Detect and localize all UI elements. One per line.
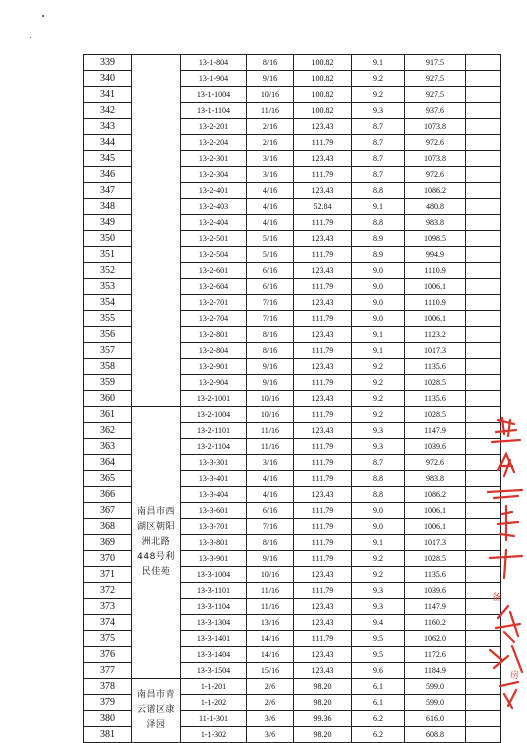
remarks-cell — [466, 231, 501, 247]
area: 111.79 — [294, 631, 352, 647]
floor: 6/16 — [247, 279, 294, 295]
area: 100.82 — [294, 55, 352, 71]
floor: 7/16 — [247, 311, 294, 327]
total-price: 927.5 — [405, 71, 466, 87]
remarks-cell — [466, 199, 501, 215]
location-cell: 南昌市西湖区朝阳洲北路448号利民佳苑 — [132, 407, 181, 679]
floor: 9/16 — [247, 71, 294, 87]
total-price: 1110.9 — [405, 295, 466, 311]
row-number: 369 — [84, 535, 132, 551]
unit-number: 13-3-901 — [181, 551, 247, 567]
floor: 6/16 — [247, 503, 294, 519]
floor: 4/16 — [247, 487, 294, 503]
total-price: 480.8 — [405, 199, 466, 215]
unit-number: 13-2-504 — [181, 247, 247, 263]
area: 111.79 — [294, 407, 352, 423]
unit-price: 8.8 — [352, 215, 405, 231]
floor: 5/16 — [247, 231, 294, 247]
remarks-cell — [466, 167, 501, 183]
unit-number: 13-2-201 — [181, 119, 247, 135]
unit-number: 13-3-1004 — [181, 567, 247, 583]
floor: 2/16 — [247, 135, 294, 151]
remarks-cell — [466, 343, 501, 359]
unit-price: 9.2 — [352, 567, 405, 583]
svg-text:房: 房 — [510, 671, 520, 681]
row-number: 375 — [84, 631, 132, 647]
unit-price: 9.3 — [352, 423, 405, 439]
floor: 14/16 — [247, 647, 294, 663]
row-number: 353 — [84, 279, 132, 295]
area: 111.79 — [294, 583, 352, 599]
area: 123.43 — [294, 183, 352, 199]
unit-number: 13-2-304 — [181, 167, 247, 183]
unit-price: 9.0 — [352, 311, 405, 327]
total-price: 1135.6 — [405, 391, 466, 407]
row-number: 370 — [84, 551, 132, 567]
total-price: 1039.6 — [405, 439, 466, 455]
row-number: 374 — [84, 615, 132, 631]
unit-price: 9.2 — [352, 375, 405, 391]
area: 98.20 — [294, 679, 352, 695]
row-number: 341 — [84, 87, 132, 103]
svg-text:备: 备 — [492, 593, 502, 603]
total-price: 972.6 — [405, 167, 466, 183]
floor: 2/16 — [247, 119, 294, 135]
area: 98.20 — [294, 695, 352, 711]
unit-number: 13-3-1304 — [181, 615, 247, 631]
floor: 14/16 — [247, 631, 294, 647]
floor: 4/16 — [247, 183, 294, 199]
total-price: 1028.5 — [405, 551, 466, 567]
unit-number: 13-2-801 — [181, 327, 247, 343]
unit-price: 9.1 — [352, 199, 405, 215]
unit-price: 9.3 — [352, 439, 405, 455]
unit-number: 13-1-904 — [181, 71, 247, 87]
total-price: 1098.5 — [405, 231, 466, 247]
unit-number: 13-2-1104 — [181, 439, 247, 455]
row-number: 349 — [84, 215, 132, 231]
area: 111.79 — [294, 551, 352, 567]
row-number: 372 — [84, 583, 132, 599]
floor: 5/16 — [247, 247, 294, 263]
row-number: 360 — [84, 391, 132, 407]
unit-price: 9.0 — [352, 503, 405, 519]
total-price: 616.0 — [405, 711, 466, 727]
unit-number: 13-2-1004 — [181, 407, 247, 423]
unit-price: 9.1 — [352, 55, 405, 71]
unit-number: 13-3-301 — [181, 455, 247, 471]
unit-number: 13-1-1004 — [181, 87, 247, 103]
remarks-cell — [466, 247, 501, 263]
unit-price: 6.2 — [352, 727, 405, 743]
unit-price: 9.0 — [352, 519, 405, 535]
unit-price: 6.1 — [352, 695, 405, 711]
row-number: 381 — [84, 727, 132, 743]
row-number: 342 — [84, 103, 132, 119]
unit-number: 13-3-1101 — [181, 583, 247, 599]
unit-price: 8.7 — [352, 135, 405, 151]
total-price: 1028.5 — [405, 375, 466, 391]
row-number: 355 — [84, 311, 132, 327]
floor: 9/16 — [247, 375, 294, 391]
area: 123.43 — [294, 231, 352, 247]
row-number: 359 — [84, 375, 132, 391]
unit-number: 13-3-401 — [181, 471, 247, 487]
unit-price: 9.2 — [352, 71, 405, 87]
unit-price: 9.4 — [352, 615, 405, 631]
row-number: 366 — [84, 487, 132, 503]
area: 123.43 — [294, 567, 352, 583]
total-price: 994.9 — [405, 247, 466, 263]
area: 123.43 — [294, 647, 352, 663]
floor: 4/16 — [247, 471, 294, 487]
unit-number: 13-1-804 — [181, 55, 247, 71]
floor: 4/16 — [247, 199, 294, 215]
remarks-cell — [466, 327, 501, 343]
row-number: 373 — [84, 599, 132, 615]
total-price: 972.6 — [405, 455, 466, 471]
unit-price: 6.2 — [352, 711, 405, 727]
floor: 3/16 — [247, 455, 294, 471]
floor: 13/16 — [247, 615, 294, 631]
total-price: 1017.3 — [405, 535, 466, 551]
row-number: 352 — [84, 263, 132, 279]
unit-price: 8.9 — [352, 231, 405, 247]
area: 111.79 — [294, 135, 352, 151]
row-number: 376 — [84, 647, 132, 663]
table-row — [84, 55, 501, 71]
floor: 11/16 — [247, 583, 294, 599]
area: 52.84 — [294, 199, 352, 215]
remarks-cell — [466, 151, 501, 167]
total-price: 1017.3 — [405, 343, 466, 359]
row-number: 367 — [84, 503, 132, 519]
row-number: 348 — [84, 199, 132, 215]
total-price: 1006.1 — [405, 311, 466, 327]
area: 111.79 — [294, 503, 352, 519]
unit-number: 13-2-404 — [181, 215, 247, 231]
unit-price: 9.3 — [352, 103, 405, 119]
total-price: 1073.8 — [405, 151, 466, 167]
area: 123.43 — [294, 615, 352, 631]
unit-price: 9.1 — [352, 343, 405, 359]
total-price: 1006.1 — [405, 503, 466, 519]
unit-price: 8.9 — [352, 247, 405, 263]
row-number: 364 — [84, 455, 132, 471]
row-number: 362 — [84, 423, 132, 439]
unit-price: 9.2 — [352, 551, 405, 567]
total-price: 1006.1 — [405, 279, 466, 295]
unit-price: 9.5 — [352, 647, 405, 663]
row-number: 371 — [84, 567, 132, 583]
total-price: 1184.9 — [405, 663, 466, 679]
unit-number: 13-2-301 — [181, 151, 247, 167]
unit-number: 13-2-601 — [181, 263, 247, 279]
unit-number: 13-2-701 — [181, 295, 247, 311]
floor: 8/16 — [247, 327, 294, 343]
location-cell: 南昌市青云谱区康泽园 — [132, 679, 181, 743]
area: 111.79 — [294, 343, 352, 359]
official-seal-stamp — [484, 410, 527, 710]
floor: 8/16 — [247, 55, 294, 71]
remarks-cell — [466, 135, 501, 151]
area: 111.79 — [294, 279, 352, 295]
total-price: 1172.6 — [405, 647, 466, 663]
remarks-cell — [466, 87, 501, 103]
remarks-cell — [466, 279, 501, 295]
row-number: 379 — [84, 695, 132, 711]
area: 123.43 — [294, 487, 352, 503]
total-price: 1135.6 — [405, 567, 466, 583]
floor: 9/16 — [247, 551, 294, 567]
housing-price-table — [83, 54, 501, 743]
floor: 3/16 — [247, 151, 294, 167]
location-cell — [132, 55, 181, 407]
remarks-cell — [466, 263, 501, 279]
unit-price: 9.2 — [352, 359, 405, 375]
area: 99.36 — [294, 711, 352, 727]
row-number: 339 — [84, 55, 132, 71]
unit-number: 13-3-1104 — [181, 599, 247, 615]
row-number: 365 — [84, 471, 132, 487]
total-price: 937.6 — [405, 103, 466, 119]
table-row — [84, 679, 501, 695]
unit-number: 13-2-1001 — [181, 391, 247, 407]
floor: 7/16 — [247, 295, 294, 311]
unit-price: 6.1 — [352, 679, 405, 695]
unit-number: 13-2-604 — [181, 279, 247, 295]
area: 100.82 — [294, 87, 352, 103]
unit-price: 8.8 — [352, 487, 405, 503]
floor: 3/6 — [247, 727, 294, 743]
remarks-cell — [466, 295, 501, 311]
row-number: 343 — [84, 119, 132, 135]
table-row — [84, 407, 501, 423]
remarks-cell — [466, 391, 501, 407]
unit-price: 9.6 — [352, 663, 405, 679]
floor: 8/16 — [247, 343, 294, 359]
area: 123.43 — [294, 359, 352, 375]
total-price: 1039.6 — [405, 583, 466, 599]
unit-number: 13-2-501 — [181, 231, 247, 247]
area: 111.79 — [294, 519, 352, 535]
area: 123.43 — [294, 119, 352, 135]
area: 111.79 — [294, 247, 352, 263]
unit-number: 13-3-601 — [181, 503, 247, 519]
floor: 11/16 — [247, 103, 294, 119]
unit-price: 9.2 — [352, 407, 405, 423]
row-number: 347 — [84, 183, 132, 199]
unit-price: 8.8 — [352, 471, 405, 487]
row-number: 350 — [84, 231, 132, 247]
total-price: 608.8 — [405, 727, 466, 743]
unit-number: 13-1-1104 — [181, 103, 247, 119]
remarks-cell — [466, 359, 501, 375]
unit-number: 13-3-1504 — [181, 663, 247, 679]
floor: 3/16 — [247, 167, 294, 183]
floor: 3/6 — [247, 711, 294, 727]
floor: 11/16 — [247, 599, 294, 615]
floor: 9/16 — [247, 359, 294, 375]
area: 123.43 — [294, 391, 352, 407]
row-number: 380 — [84, 711, 132, 727]
floor: 15/16 — [247, 663, 294, 679]
remarks-cell — [466, 183, 501, 199]
unit-number: 1-1-202 — [181, 695, 247, 711]
area: 98.20 — [294, 727, 352, 743]
remarks-cell — [466, 727, 501, 743]
unit-price: 9.0 — [352, 279, 405, 295]
scan-speck — [42, 15, 44, 17]
row-number: 351 — [84, 247, 132, 263]
unit-number: 13-3-404 — [181, 487, 247, 503]
total-price: 1147.9 — [405, 423, 466, 439]
unit-number: 13-2-204 — [181, 135, 247, 151]
unit-number: 13-2-901 — [181, 359, 247, 375]
total-price: 1086.2 — [405, 487, 466, 503]
floor: 11/16 — [247, 439, 294, 455]
floor: 2/6 — [247, 679, 294, 695]
unit-price: 9.0 — [352, 295, 405, 311]
row-number: 346 — [84, 167, 132, 183]
unit-price: 9.5 — [352, 631, 405, 647]
floor: 10/16 — [247, 391, 294, 407]
row-number: 357 — [84, 343, 132, 359]
remarks-cell — [466, 711, 501, 727]
total-price: 1160.2 — [405, 615, 466, 631]
row-number: 354 — [84, 295, 132, 311]
scan-speck — [30, 37, 31, 38]
area: 111.79 — [294, 215, 352, 231]
area: 111.79 — [294, 375, 352, 391]
unit-number: 13-3-701 — [181, 519, 247, 535]
floor: 4/16 — [247, 215, 294, 231]
total-price: 917.5 — [405, 55, 466, 71]
floor: 11/16 — [247, 423, 294, 439]
total-price: 1110.9 — [405, 263, 466, 279]
area: 123.43 — [294, 295, 352, 311]
remarks-cell — [466, 103, 501, 119]
floor: 10/16 — [247, 567, 294, 583]
floor: 7/16 — [247, 519, 294, 535]
row-number: 377 — [84, 663, 132, 679]
area: 111.79 — [294, 471, 352, 487]
remarks-cell — [466, 71, 501, 87]
area: 111.79 — [294, 535, 352, 551]
total-price: 1123.2 — [405, 327, 466, 343]
floor: 8/16 — [247, 535, 294, 551]
unit-number: 13-2-403 — [181, 199, 247, 215]
unit-number: 13-2-704 — [181, 311, 247, 327]
row-number: 368 — [84, 519, 132, 535]
area: 111.79 — [294, 439, 352, 455]
total-price: 1135.6 — [405, 359, 466, 375]
unit-number: 11-1-301 — [181, 711, 247, 727]
unit-price: 9.1 — [352, 535, 405, 551]
total-price: 1006.1 — [405, 519, 466, 535]
unit-number: 13-2-904 — [181, 375, 247, 391]
row-number: 363 — [84, 439, 132, 455]
row-number: 356 — [84, 327, 132, 343]
unit-number: 13-3-1401 — [181, 631, 247, 647]
unit-price: 9.2 — [352, 87, 405, 103]
row-number: 378 — [84, 679, 132, 695]
unit-price: 9.3 — [352, 583, 405, 599]
area: 123.43 — [294, 423, 352, 439]
total-price: 1028.5 — [405, 407, 466, 423]
unit-price: 8.7 — [352, 167, 405, 183]
area: 123.43 — [294, 151, 352, 167]
unit-number: 13-3-801 — [181, 535, 247, 551]
unit-price: 9.3 — [352, 599, 405, 615]
remarks-cell — [466, 119, 501, 135]
unit-number: 13-2-804 — [181, 343, 247, 359]
row-number: 344 — [84, 135, 132, 151]
unit-price: 8.7 — [352, 455, 405, 471]
remarks-cell — [466, 55, 501, 71]
unit-price: 9.1 — [352, 327, 405, 343]
unit-price: 9.2 — [352, 391, 405, 407]
unit-price: 8.7 — [352, 151, 405, 167]
row-number: 345 — [84, 151, 132, 167]
total-price: 972.6 — [405, 135, 466, 151]
remarks-cell — [466, 311, 501, 327]
unit-price: 9.0 — [352, 263, 405, 279]
area: 123.43 — [294, 327, 352, 343]
floor: 2/6 — [247, 695, 294, 711]
area: 123.43 — [294, 263, 352, 279]
area: 100.82 — [294, 71, 352, 87]
remarks-cell — [466, 215, 501, 231]
unit-number: 13-3-1404 — [181, 647, 247, 663]
row-number: 358 — [84, 359, 132, 375]
total-price: 927.5 — [405, 87, 466, 103]
total-price: 1147.9 — [405, 599, 466, 615]
unit-price: 8.7 — [352, 119, 405, 135]
total-price: 1086.2 — [405, 183, 466, 199]
floor: 6/16 — [247, 263, 294, 279]
area: 111.79 — [294, 311, 352, 327]
area: 111.79 — [294, 455, 352, 471]
unit-price: 8.8 — [352, 183, 405, 199]
row-number: 340 — [84, 71, 132, 87]
floor: 10/16 — [247, 407, 294, 423]
area: 100.82 — [294, 103, 352, 119]
area: 123.43 — [294, 663, 352, 679]
total-price: 983.8 — [405, 215, 466, 231]
unit-number: 1-1-201 — [181, 679, 247, 695]
total-price: 983.8 — [405, 471, 466, 487]
unit-number: 1-1-302 — [181, 727, 247, 743]
total-price: 1062.0 — [405, 631, 466, 647]
area: 111.79 — [294, 167, 352, 183]
area: 123.43 — [294, 599, 352, 615]
total-price: 599.0 — [405, 679, 466, 695]
floor: 10/16 — [247, 87, 294, 103]
total-price: 1073.8 — [405, 119, 466, 135]
remarks-cell — [466, 375, 501, 391]
unit-number: 13-2-1101 — [181, 423, 247, 439]
row-number: 361 — [84, 407, 132, 423]
total-price: 599.0 — [405, 695, 466, 711]
unit-number: 13-2-401 — [181, 183, 247, 199]
